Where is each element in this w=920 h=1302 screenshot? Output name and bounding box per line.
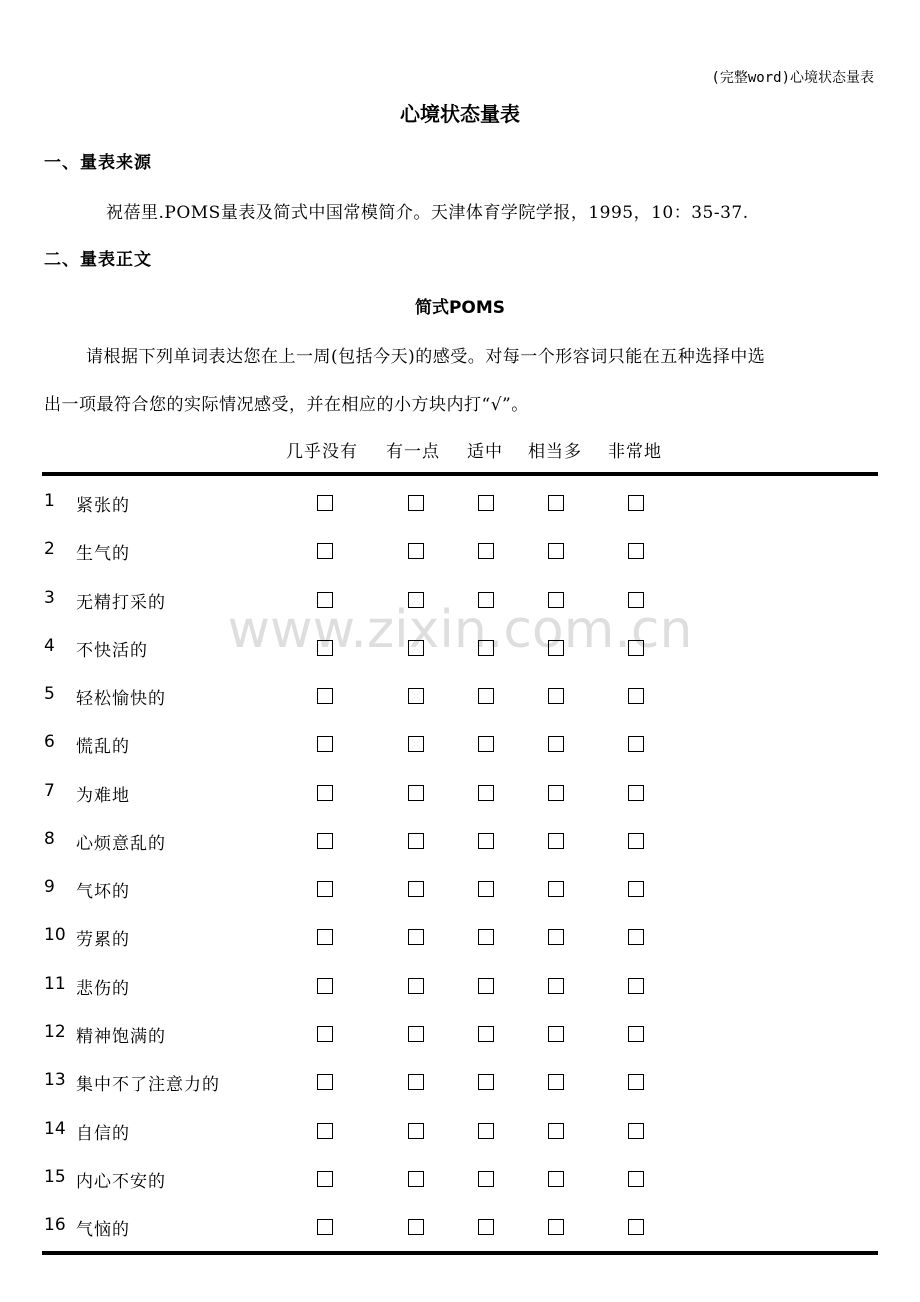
rating-checkbox[interactable] xyxy=(548,1171,564,1187)
rating-checkbox[interactable] xyxy=(317,978,333,994)
rating-checkbox[interactable] xyxy=(478,785,494,801)
item-number: 13 xyxy=(44,1070,66,1091)
rating-checkbox[interactable] xyxy=(478,833,494,849)
item-adjective: 心烦意乱的 xyxy=(76,833,166,854)
rating-checkbox[interactable] xyxy=(317,495,333,511)
rating-checkbox[interactable] xyxy=(408,881,424,897)
item-number: 4 xyxy=(44,635,55,656)
section-heading-source: 一、量表来源 xyxy=(44,153,152,173)
rating-checkbox[interactable] xyxy=(628,978,644,994)
rating-checkbox[interactable] xyxy=(478,543,494,559)
column-header-almost-none: 几乎没有 xyxy=(286,442,358,462)
rating-checkbox[interactable] xyxy=(628,881,644,897)
rating-checkbox[interactable] xyxy=(408,1074,424,1090)
rating-checkbox[interactable] xyxy=(628,1123,644,1139)
rating-checkbox[interactable] xyxy=(408,1123,424,1139)
rating-checkbox[interactable] xyxy=(478,1026,494,1042)
watermark: www.zixin.com.cn xyxy=(227,600,693,660)
item-number: 8 xyxy=(44,828,55,849)
item-adjective: 气坏的 xyxy=(76,882,130,903)
table-row xyxy=(0,915,920,963)
item-adjective: 无精打采的 xyxy=(76,592,166,613)
rating-checkbox[interactable] xyxy=(548,833,564,849)
rating-checkbox[interactable] xyxy=(478,1123,494,1139)
rating-checkbox[interactable] xyxy=(628,543,644,559)
rating-checkbox[interactable] xyxy=(478,929,494,945)
rating-checkbox[interactable] xyxy=(478,881,494,897)
table-row xyxy=(0,867,920,915)
rating-checkbox[interactable] xyxy=(548,881,564,897)
rating-checkbox[interactable] xyxy=(628,1074,644,1090)
table-row xyxy=(0,626,920,674)
item-adjective: 慌乱的 xyxy=(76,737,130,758)
rating-checkbox[interactable] xyxy=(408,833,424,849)
rating-checkbox[interactable] xyxy=(408,688,424,704)
item-adjective: 集中不了注意力的 xyxy=(76,1075,220,1096)
rating-checkbox[interactable] xyxy=(408,543,424,559)
column-header-moderate: 适中 xyxy=(467,442,503,462)
item-adjective: 自信的 xyxy=(76,1123,130,1144)
rating-checkbox[interactable] xyxy=(628,736,644,752)
table-row xyxy=(0,1205,920,1253)
item-adjective: 紧张的 xyxy=(76,496,130,516)
rating-checkbox[interactable] xyxy=(478,1219,494,1235)
item-number: 16 xyxy=(44,1215,66,1236)
column-header-quite-a-lot: 相当多 xyxy=(528,442,582,462)
rating-checkbox[interactable] xyxy=(317,929,333,945)
rating-checkbox[interactable] xyxy=(628,929,644,945)
table-row xyxy=(0,1109,920,1157)
rating-checkbox[interactable] xyxy=(317,1026,333,1042)
rating-checkbox[interactable] xyxy=(478,1074,494,1090)
table-row xyxy=(0,1012,920,1060)
item-number: 5 xyxy=(44,684,55,705)
item-number: 15 xyxy=(44,1166,66,1187)
table-row xyxy=(0,529,920,577)
item-number: 11 xyxy=(44,973,66,994)
table-row xyxy=(0,722,920,770)
rating-checkbox[interactable] xyxy=(317,881,333,897)
item-number: 6 xyxy=(44,732,55,753)
rating-checkbox[interactable] xyxy=(628,785,644,801)
item-number: 14 xyxy=(44,1118,66,1139)
rating-checkbox[interactable] xyxy=(478,688,494,704)
rating-checkbox[interactable] xyxy=(317,640,333,656)
rating-checkbox[interactable] xyxy=(408,929,424,945)
item-number: 7 xyxy=(44,780,55,801)
table-row xyxy=(0,819,920,867)
scale-subtitle: 简式POMS xyxy=(414,298,506,318)
rating-checkbox[interactable] xyxy=(408,640,424,656)
rating-checkbox[interactable] xyxy=(478,495,494,511)
rating-checkbox[interactable] xyxy=(548,495,564,511)
item-adjective: 为难地 xyxy=(76,785,130,806)
rating-checkbox[interactable] xyxy=(478,1171,494,1187)
item-adjective: 不快活的 xyxy=(76,640,148,661)
item-number: 1 xyxy=(44,491,55,511)
rating-checkbox[interactable] xyxy=(548,978,564,994)
rating-checkbox[interactable] xyxy=(317,688,333,704)
table-row xyxy=(0,1060,920,1108)
rating-checkbox[interactable] xyxy=(317,785,333,801)
table-top-rule xyxy=(42,472,878,476)
table-row xyxy=(0,964,920,1012)
rating-checkbox[interactable] xyxy=(408,1171,424,1187)
rating-checkbox[interactable] xyxy=(548,592,564,608)
rating-checkbox[interactable] xyxy=(478,978,494,994)
rating-checkbox[interactable] xyxy=(548,1123,564,1139)
rating-checkbox[interactable] xyxy=(408,1026,424,1042)
rating-checkbox[interactable] xyxy=(478,736,494,752)
item-adjective: 内心不安的 xyxy=(76,1171,166,1192)
rating-checkbox[interactable] xyxy=(628,640,644,656)
rating-checkbox[interactable] xyxy=(317,1171,333,1187)
instruction-line-1: 请根据下列单词表达您在上一周(包括今天)的感受。对每一个形容词只能在五种选择中选 xyxy=(86,347,766,367)
rating-checkbox[interactable] xyxy=(628,495,644,511)
rating-checkbox[interactable] xyxy=(628,1171,644,1187)
item-adjective: 生气的 xyxy=(76,544,130,565)
citation-text: 祝蓓里.POMS量表及简式中国常模简介。天津体育学院学报，1995，10：35-37. xyxy=(106,203,749,223)
instruction-line-2: 出一项最符合您的实际情况感受，并在相应的小方块内打“√”。 xyxy=(44,395,529,415)
item-number: 3 xyxy=(44,587,55,608)
table-row xyxy=(0,481,920,529)
item-number: 10 xyxy=(44,925,66,946)
rating-checkbox[interactable] xyxy=(548,688,564,704)
rating-checkbox[interactable] xyxy=(548,929,564,945)
document-title: 心境状态量表 xyxy=(400,102,520,126)
rating-checkbox[interactable] xyxy=(408,978,424,994)
section-heading-body: 二、量表正文 xyxy=(44,250,152,270)
rating-checkbox[interactable] xyxy=(408,785,424,801)
rating-checkbox[interactable] xyxy=(408,1219,424,1235)
rating-checkbox[interactable] xyxy=(317,543,333,559)
rating-checkbox[interactable] xyxy=(317,1074,333,1090)
rating-checkbox[interactable] xyxy=(628,688,644,704)
rating-checkbox[interactable] xyxy=(628,592,644,608)
rating-checkbox[interactable] xyxy=(478,640,494,656)
rating-checkbox[interactable] xyxy=(628,1026,644,1042)
rating-checkbox[interactable] xyxy=(317,592,333,608)
rating-checkbox[interactable] xyxy=(317,1219,333,1235)
item-adjective: 精神饱满的 xyxy=(76,1026,166,1047)
table-row xyxy=(0,771,920,819)
table-row xyxy=(0,578,920,626)
rating-checkbox[interactable] xyxy=(408,592,424,608)
header-note: (完整word)心境状态量表 xyxy=(711,70,874,86)
rating-checkbox[interactable] xyxy=(317,736,333,752)
rating-checkbox[interactable] xyxy=(548,640,564,656)
item-number: 12 xyxy=(44,1021,66,1042)
rating-checkbox[interactable] xyxy=(408,495,424,511)
rating-checkbox[interactable] xyxy=(548,1074,564,1090)
column-header-extremely: 非常地 xyxy=(608,442,662,462)
item-number: 2 xyxy=(44,539,55,560)
rating-checkbox[interactable] xyxy=(548,1219,564,1235)
rating-checkbox[interactable] xyxy=(317,1123,333,1139)
rating-checkbox[interactable] xyxy=(548,543,564,559)
column-header-a-little: 有一点 xyxy=(386,442,440,462)
rating-checkbox[interactable] xyxy=(548,1026,564,1042)
rating-checkbox[interactable] xyxy=(548,736,564,752)
rating-checkbox[interactable] xyxy=(317,833,333,849)
rating-checkbox[interactable] xyxy=(628,833,644,849)
item-adjective: 劳累的 xyxy=(76,930,130,951)
rating-checkbox[interactable] xyxy=(478,592,494,608)
table-row xyxy=(0,674,920,722)
item-number: 9 xyxy=(44,877,55,898)
table-bottom-rule xyxy=(42,1251,878,1255)
item-adjective: 气恼的 xyxy=(76,1220,130,1241)
rating-checkbox[interactable] xyxy=(628,1219,644,1235)
item-adjective: 轻松愉快的 xyxy=(76,689,166,710)
rating-checkbox[interactable] xyxy=(408,736,424,752)
rating-checkbox[interactable] xyxy=(548,785,564,801)
item-adjective: 悲伤的 xyxy=(76,978,130,999)
table-row xyxy=(0,1157,920,1205)
